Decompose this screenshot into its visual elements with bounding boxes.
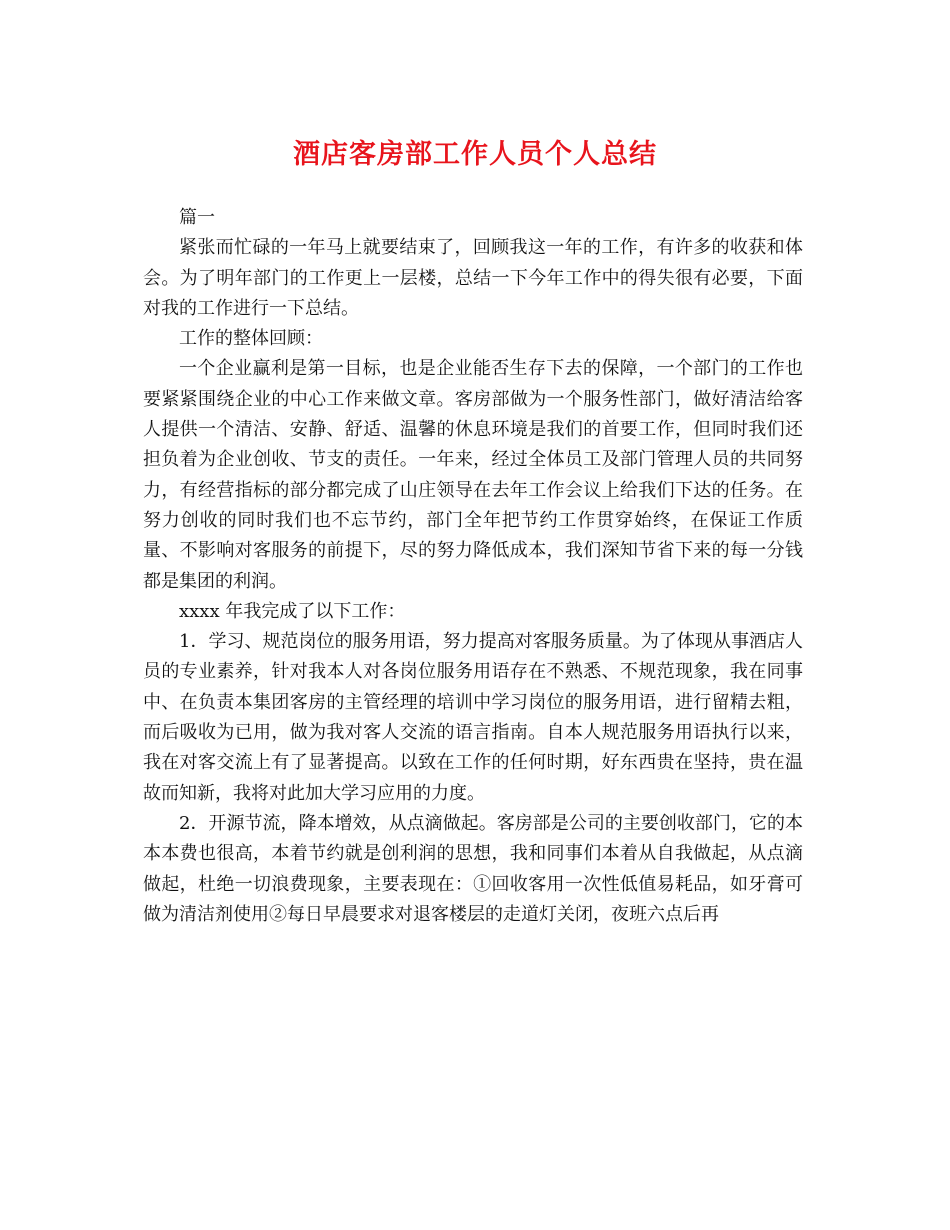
list-item: 1．学习、规范岗位的服务用语，努力提高对客服务质量。为了体现从事酒店人员的专业素养，针对我本人对各岗位服务用语存在不熟悉、不规范现象，我在同事中、在负责本集团客房的主管经理的培训中学习岗位的服务用语，进行留精去粗，而后吸收为已用，做为我对客人交流的语言指南。自本人规范服务用语执行以来，我在对客交流上有了显著提高。以致在工作的任何时期，好东西贵在坚持，贵在温故而知新，我将对此加大学习应用的力度。 bbox=[143, 631, 803, 804]
list-item: 2．开源节流，降本增效，从点滴做起。客房部是公司的主要创收部门，它的本本本费也很高，本着节约就是创利润的思想，我和同事们本着从自我做起，从点滴做起，杜绝一切浪费现象，主要表现在：①回收客用一次性低值易耗品，如牙膏可做为清洁剂使用②每日早晨要求对退客楼层的走道灯关闭，夜班六点后再 bbox=[143, 812, 803, 925]
subheading: 工作的整体回顾： bbox=[179, 328, 323, 350]
subheading: xxxx 年我完成了以下工作： bbox=[179, 600, 406, 622]
paragraph: 一个企业赢利是第一目标，也是企业能否生存下去的保障，一个部门的工作也要紧紧围绕企业的中心工作来做文章。客房部做为一个服务性部门，做好清洁给客人提供一个清洁、安静、舒适、温馨的休息环境是我们的首要工作，但同时我们还担负着为企业创收、节支的责任。一年来，经过全体员工及部门管理人员的共同努力，有经营指标的部分都完成了山庄领导在去年工作会议上给我们下达的任务。在努力创收的同时我们也不忘节约，部门全年把节约工作贯穿始终，在保证工作质量、不影响对客服务的前提下，尽的努力降低成本，我们深知节省下来的每一分钱都是集团的利润。 bbox=[143, 358, 803, 592]
document-body bbox=[143, 203, 803, 930]
paragraph: 紧张而忙碌的一年马上就要结束了，回顾我这一年的工作，有许多的收获和体会。为了明年部门的工作更上一层楼，总结一下今年工作中的得失很有必要，下面对我的工作进行一下总结。 bbox=[143, 237, 803, 319]
section-heading: 篇一 bbox=[179, 207, 215, 228]
document-title: 酒店客房部工作人员个人总结 bbox=[293, 139, 657, 170]
